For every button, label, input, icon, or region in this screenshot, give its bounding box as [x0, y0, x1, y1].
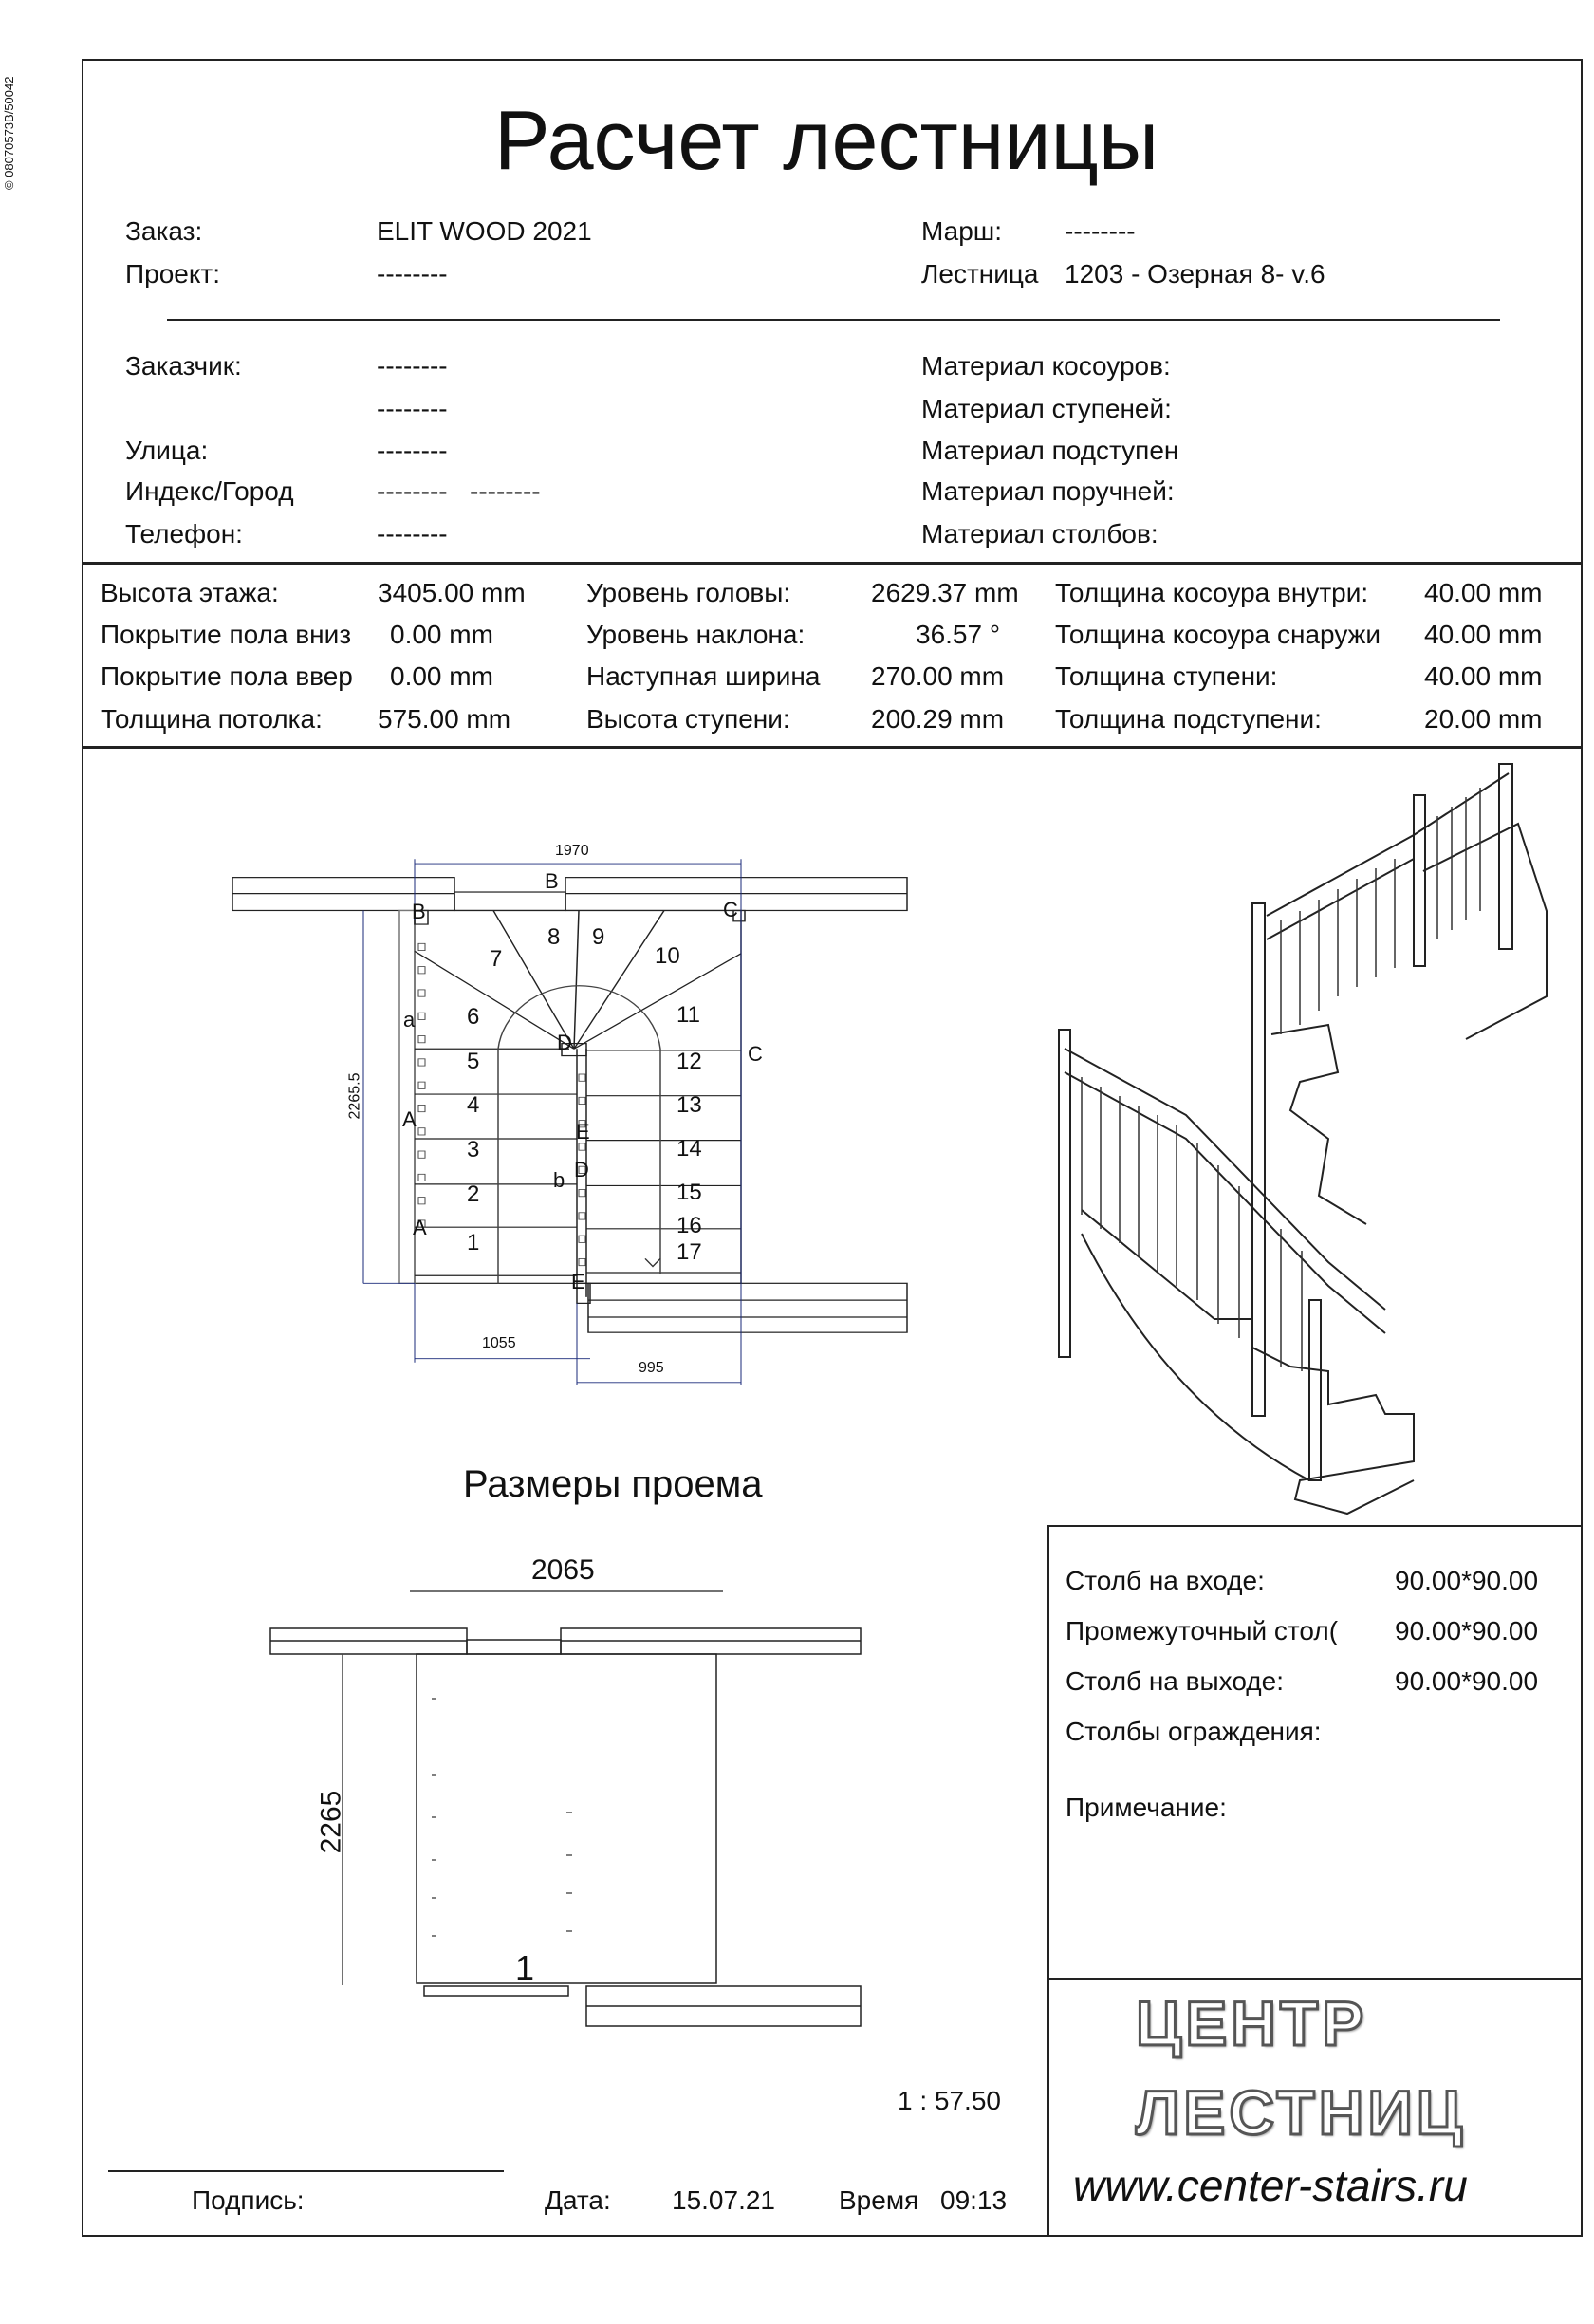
param-value: 0.00 mm	[390, 661, 493, 691]
customer-value: --------	[377, 351, 448, 381]
param-value: 40.00 mm	[1424, 620, 1543, 649]
step-number: 6	[467, 1004, 480, 1030]
point-B: B	[545, 869, 559, 893]
order-label: Заказ:	[125, 216, 203, 246]
param-label: Высота этажа:	[101, 578, 279, 607]
post-label: Промежуточный стол(	[1066, 1616, 1339, 1645]
post-size-value: 90.00*90.00	[1395, 1616, 1539, 1645]
step-number: 14	[677, 1136, 702, 1162]
param-value: 36.57 °	[916, 620, 1001, 649]
point-A: A	[413, 1216, 427, 1239]
project-value: --------	[377, 259, 448, 288]
project-label: Проект:	[125, 259, 221, 288]
material-label: Материал поручней:	[921, 476, 1175, 506]
param-value: 40.00 mm	[1424, 578, 1543, 607]
street-label: Улица:	[125, 436, 209, 465]
param-label: Уровень головы:	[586, 578, 791, 607]
order-value: ELIT WOOD 2021	[377, 216, 592, 246]
box-border	[1047, 1525, 1583, 1527]
param-label: Толщина косоура внутри:	[1055, 578, 1369, 607]
signature-label: Подпись:	[192, 2185, 305, 2215]
opening-title: Размеры проема	[463, 1463, 763, 1505]
city-value: --------	[470, 476, 541, 506]
param-label: Покрытие пола вниз	[101, 620, 352, 649]
step-number: 16	[677, 1213, 702, 1238]
step-number: 5	[467, 1049, 480, 1074]
param-label: Толщина потолка:	[101, 704, 323, 734]
customer-label: Заказчик:	[125, 351, 242, 381]
phone-label: Телефон:	[125, 519, 243, 548]
phone-value: --------	[377, 519, 448, 548]
point-D: D	[557, 1031, 572, 1054]
step-number: 13	[677, 1092, 702, 1118]
watermark: © 08070573B/50042	[2, 76, 16, 190]
post-size-value: 90.00*90.00	[1395, 1666, 1539, 1696]
param-value: 40.00 mm	[1424, 661, 1543, 691]
time-value: 09:13	[940, 2185, 1008, 2215]
point-C: C	[748, 1042, 763, 1066]
param-label: Уровень наклона:	[586, 620, 806, 649]
param-value: 270.00 mm	[871, 661, 1005, 691]
param-label: Наступная ширина	[586, 661, 821, 691]
logo-line-2: ЛЕСТНИЦ	[1136, 2077, 1466, 2147]
step-number: 1	[467, 1230, 480, 1255]
step-number: 8	[547, 924, 561, 950]
material-label: Материал подступен	[921, 436, 1179, 465]
stair-value: 1203 - Озерная 8- v.6	[1065, 259, 1325, 288]
signature-line	[108, 2170, 504, 2172]
step-number: 12	[677, 1049, 702, 1074]
param-value: 20.00 mm	[1424, 704, 1543, 734]
step-number: 4	[467, 1092, 480, 1118]
opening-length: 2265	[315, 1790, 347, 1854]
post-label: Столб на входе:	[1066, 1566, 1265, 1595]
param-label: Покрытие пола ввер	[101, 661, 353, 691]
website-link[interactable]: www.center-stairs.ru	[1073, 2161, 1468, 2210]
step-number: 15	[677, 1180, 702, 1205]
point-B: B	[412, 900, 426, 923]
step-number: 11	[677, 1002, 700, 1028]
point-D: D	[574, 1158, 589, 1181]
box-border	[1047, 1978, 1583, 1980]
logo-line-1: ЦЕНТР	[1136, 1988, 1368, 2058]
time-label: Время	[839, 2185, 919, 2215]
date-label: Дата:	[545, 2185, 611, 2215]
param-value: 3405.00 mm	[378, 578, 526, 607]
index-value: --------	[377, 476, 448, 506]
page-title: Расчет лестницы	[493, 93, 1159, 187]
march-label: Марш:	[921, 216, 1003, 246]
point-A: A	[402, 1107, 417, 1131]
point-E: E	[571, 1270, 585, 1293]
param-value: 575.00 mm	[378, 704, 511, 734]
post-label: Столбы ограждения:	[1066, 1717, 1322, 1746]
stair-label: Лестница	[921, 259, 1039, 288]
point-E: E	[576, 1120, 590, 1143]
step-number: 2	[467, 1181, 480, 1207]
param-label: Высота ступени:	[586, 704, 790, 734]
material-label: Материал ступеней:	[921, 394, 1172, 423]
note-label: Примечание:	[1066, 1793, 1227, 1822]
scale-label: 1 : 57.50	[898, 2086, 1001, 2115]
dim-lower: 1055	[482, 1335, 516, 1351]
march-value: --------	[1065, 216, 1136, 246]
point-a: a	[403, 1008, 416, 1032]
city-label: Индекс/Город	[125, 476, 294, 506]
street-value: --------	[377, 436, 448, 465]
customer-value-2: --------	[377, 394, 448, 423]
opening-outline	[417, 1654, 716, 1987]
param-value: 2629.37 mm	[871, 578, 1019, 607]
material-label: Материал косоуров:	[921, 351, 1171, 381]
step-number: 10	[655, 943, 680, 969]
dim-length: 2265.5	[346, 1072, 363, 1120]
step-number: 7	[490, 946, 503, 972]
opening-width: 2065	[531, 1554, 595, 1586]
point-b: b	[553, 1168, 565, 1192]
step-number: 9	[592, 924, 605, 950]
box-border	[1047, 1525, 1049, 2237]
param-label: Толщина подступени:	[1055, 704, 1322, 734]
param-label: Толщина косоура снаружи	[1055, 620, 1381, 649]
post-label: Столб на выходе:	[1066, 1666, 1284, 1696]
point-C: C	[723, 898, 738, 921]
opening-step-number: 1	[515, 1948, 535, 1987]
param-value: 0.00 mm	[390, 620, 493, 649]
dim-upper: 995	[639, 1360, 664, 1376]
date-value: 15.07.21	[672, 2185, 775, 2215]
material-label: Материал столбов:	[921, 519, 1158, 548]
param-value: 200.29 mm	[871, 704, 1005, 734]
dim-width: 1970	[555, 843, 589, 859]
step-number: 17	[677, 1239, 702, 1265]
param-label: Толщина ступени:	[1055, 661, 1278, 691]
post-size-value: 90.00*90.00	[1395, 1566, 1539, 1595]
step-number: 3	[467, 1137, 480, 1162]
